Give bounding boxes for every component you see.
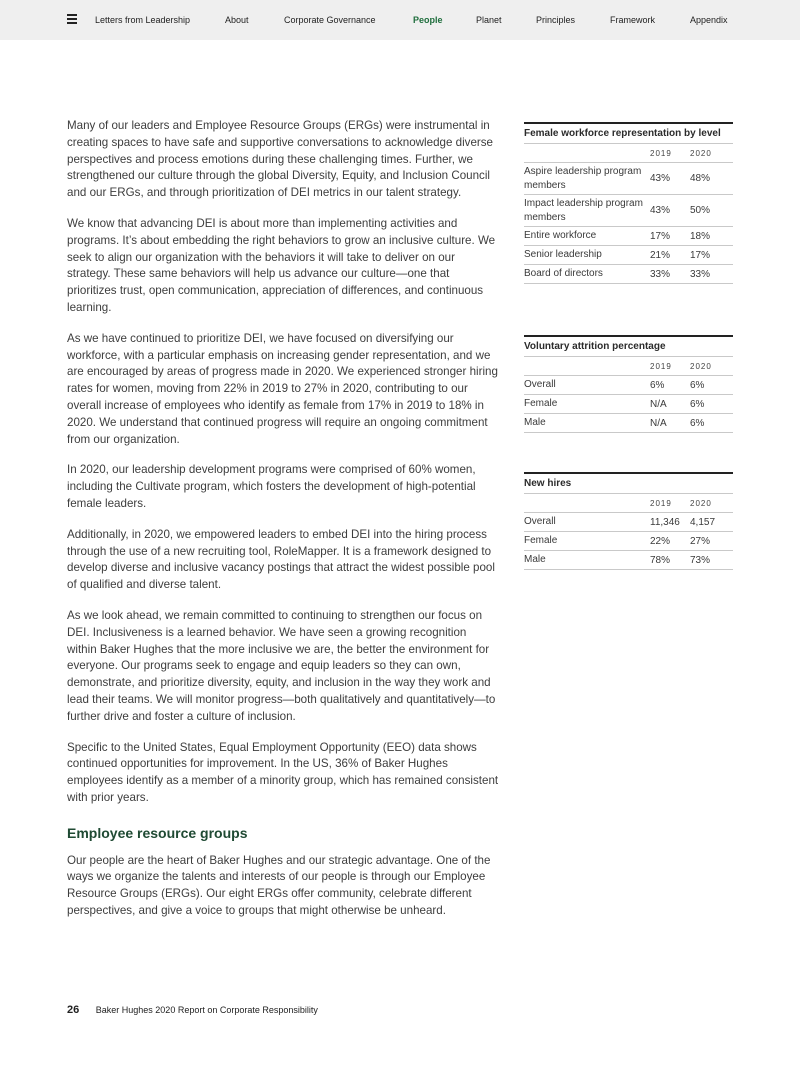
cell-2019: N/A xyxy=(650,417,667,429)
body-paragraph: We know that advancing DEI is about more than implementing activities and programs. It’s about embedding the right behaviors to grow an inclusive culture. We seek to align our organization with the behaviors it will take to deliver on our strategy. These same behaviors will help us advance our culture—one that prioritizes trust, open communication, appreciation of differences, and continuous learning. xyxy=(67,216,496,314)
table-row xyxy=(524,414,733,433)
column-header-2019: 2019 xyxy=(650,148,672,158)
table-row xyxy=(524,513,733,532)
column-header-2020: 2020 xyxy=(690,361,712,371)
cell-2020: 6% xyxy=(690,379,705,391)
cell-2020: 73% xyxy=(690,554,711,566)
table-row xyxy=(524,163,733,195)
cell-2020: 6% xyxy=(690,398,705,410)
body-paragraph: Additionally, in 2020, we empowered leaders to embed DEI into the hiring process through the use of a new recruiting tool, RoleMapper. It is a framework designed to develop diverse and inclusive vacancy postings that attract the widest possible pool of qualified and diverse talent. xyxy=(67,527,495,592)
body-paragraph: In 2020, our leadership development programs were comprised of 60% women, including the Cultivate program, which fosters the development of high-potential female leaders. xyxy=(67,463,476,510)
main-content xyxy=(67,118,499,934)
row-label: Male xyxy=(524,417,546,428)
table-row xyxy=(524,265,733,284)
cell-2020: 17% xyxy=(690,249,711,261)
table-new-hires xyxy=(524,472,733,570)
row-label: Male xyxy=(524,554,546,565)
table-title: Voluntary attrition percentage xyxy=(524,337,733,357)
table-row xyxy=(524,551,733,570)
row-label: Female xyxy=(524,398,558,409)
cell-2019: 21% xyxy=(650,249,671,261)
body-paragraph: As we have continued to prioritize DEI, we have focused on diversifying our workforce, with a particular emphasis on increasing gender representation, and we are encouraged by areas of progress made in 2020. We experienced stronger hiring rates for women, moving from 22% in 2019 to 27% in 2020, contributing to our overall increase of employees who identify as female from 17% in 2019 to 18% in 2020. We understand that continued progress will require an ongoing commitment from our organization. xyxy=(67,331,498,446)
table-title: New hires xyxy=(524,474,733,494)
hamburger-menu-icon[interactable] xyxy=(67,14,77,25)
cell-2020: 27% xyxy=(690,535,711,547)
body-paragraph: Specific to the United States, Equal Employment Opportunity (EEO) data shows continued opportunities for improvement. In the US, 36% of Baker Hughes employees identify as a member of a minority group, which has remained consistent with prior years. xyxy=(67,740,499,804)
table-row xyxy=(524,227,733,246)
row-label: Overall xyxy=(524,379,556,390)
row-label: Board of directors xyxy=(524,268,603,279)
cell-2019: 33% xyxy=(650,268,671,280)
nav-item-people[interactable]: People xyxy=(413,15,443,25)
table-row xyxy=(524,246,733,265)
cell-2019: 43% xyxy=(650,173,671,184)
column-header-2019: 2019 xyxy=(650,498,672,508)
table-title: Female workforce representation by level xyxy=(524,124,733,144)
body-paragraph: As we look ahead, we remain committed to continuing to strengthen our focus on DEI. Inclusiveness is a learned behavior. We have seen a growing recognition within Baker Hughes that the more inclusive we are, the better the environment for everyone. Our programs seek to engage and equip leaders so they can own, demonstrate, and prioritize diversity, equity, and inclusion in the way they work and lead their teams. We will monitor progress—both qualitatively and quantitatively—to further drive and foster a culture of inclusion. xyxy=(67,608,496,723)
cell-2019: 43% xyxy=(650,205,671,216)
row-label: Impact leadership program members xyxy=(524,197,643,223)
cell-2019: N/A xyxy=(650,398,667,410)
report-title: Baker Hughes 2020 Report on Corporate Responsibility xyxy=(95,1005,318,1015)
page-number: 26 xyxy=(67,1004,80,1016)
row-label: Senior leadership xyxy=(524,249,602,260)
table-header xyxy=(524,357,733,376)
cell-2020: 48% xyxy=(690,173,711,184)
nav-item-about[interactable]: About xyxy=(225,15,249,25)
cell-2020: 4,157 xyxy=(690,516,716,528)
column-header-2020: 2020 xyxy=(690,148,712,158)
page-footer xyxy=(67,1004,318,1016)
body-paragraph: Many of our leaders and Employee Resource Groups (ERGs) were instrumental in creating spaces to have safe and supportive conversations to acknowledge diverse perspectives and process emotions during these challenging times. Further, we strengthened our culture through the global Diversity, Equity, and Inclusion Council and our ERGs, and through prioritization of DEI metrics in our talent strategy. xyxy=(67,119,494,200)
body-paragraph: Our people are the heart of Baker Hughes and our strategic advantage. One of the ways we organize the talents and interests of our people is through our Employee Resource Groups (ERGs). Our eight ERGs offer community, celebrate different perspectives, and give a voice to groups that might otherwise be unheard. xyxy=(67,853,491,918)
nav-item-principles[interactable]: Principles xyxy=(536,15,576,25)
cell-2019: 6% xyxy=(650,379,665,391)
nav-item-letters-from-leadership[interactable]: Letters from Leadership xyxy=(95,15,191,25)
row-label: Overall xyxy=(524,516,556,527)
table-voluntary-attrition xyxy=(524,335,733,433)
nav-item-framework[interactable]: Framework xyxy=(610,15,656,25)
column-header-2020: 2020 xyxy=(690,498,712,508)
cell-2019: 22% xyxy=(650,535,671,547)
cell-2020: 50% xyxy=(690,205,711,216)
section-heading-erg: Employee resource groups xyxy=(67,824,248,841)
cell-2019: 11,346 xyxy=(650,516,680,528)
top-nav xyxy=(0,0,800,40)
nav-item-corporate-governance[interactable]: Corporate Governance xyxy=(284,15,376,25)
cell-2020: 18% xyxy=(690,230,711,242)
nav-item-appendix[interactable]: Appendix xyxy=(690,15,728,25)
table-row xyxy=(524,376,733,395)
table-header xyxy=(524,494,733,513)
nav-item-planet[interactable]: Planet xyxy=(476,15,502,25)
row-label: Female xyxy=(524,535,558,546)
row-label: Aspire leadership program members xyxy=(524,165,642,191)
table-row xyxy=(524,395,733,414)
cell-2019: 17% xyxy=(650,230,671,242)
cell-2020: 6% xyxy=(690,417,705,429)
cell-2020: 33% xyxy=(690,268,711,280)
table-header xyxy=(524,144,733,163)
table-row xyxy=(524,532,733,551)
table-row xyxy=(524,195,733,227)
cell-2019: 78% xyxy=(650,554,671,566)
row-label: Entire workforce xyxy=(524,230,597,241)
table-female-representation xyxy=(524,122,733,284)
column-header-2019: 2019 xyxy=(650,361,672,371)
